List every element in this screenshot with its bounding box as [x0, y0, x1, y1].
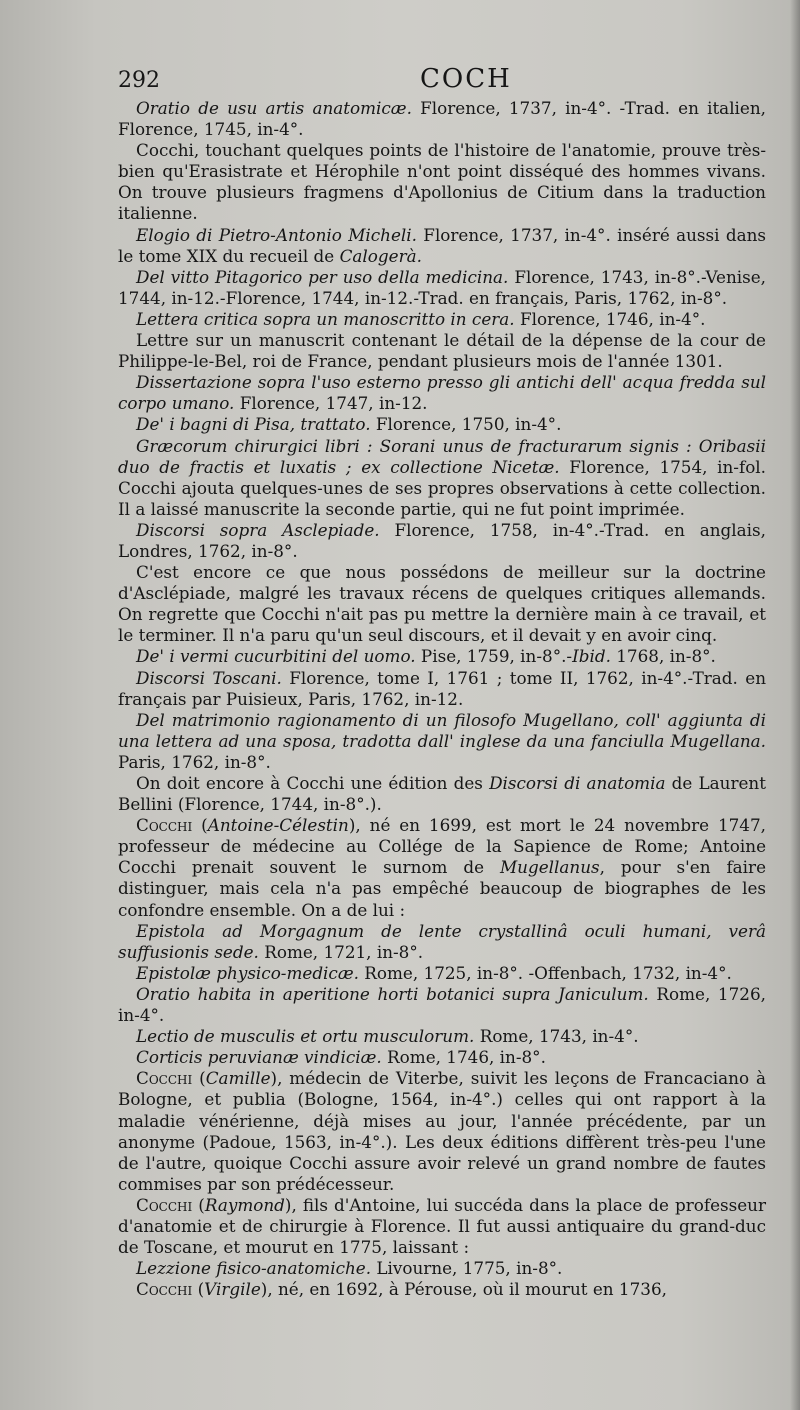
paragraph [118, 267, 766, 309]
text-run: de Laurent Bellini (Florence, 1744, in-8°.). [118, 773, 766, 815]
italic-text: Discorsi sopra Asclepiade. [136, 519, 380, 540]
italic-text: Epistolæ physico-medicæ. [136, 962, 359, 983]
italic-text: De' i bagni di Pisa, trattato. [136, 414, 371, 435]
italic-text: Dissertazione sopra l'uso esterno presso gli antichi dell' acqua fredda sul corpo umano. [118, 372, 766, 414]
running-head: COCH [420, 64, 512, 94]
text-run: Florence, tome I, 1761 ; tome II, 1762, in-4°.-Trad. en français par Puisieux, Paris, 1762, in-12. [118, 667, 767, 709]
paragraph [118, 921, 766, 963]
text-run: Livourne, 1775, in-8°. [371, 1258, 563, 1279]
page-header [118, 64, 772, 98]
text-run: Florence, 1737, in-4°. inséré aussi dans le tome XIX du recueil de [118, 224, 767, 266]
italic-text: Discorsi Toscani. [136, 667, 282, 688]
text-run: ( [192, 1068, 206, 1089]
italic-text: Oratio habita in aperitione horti botanici supra Janiculum. [136, 983, 649, 1004]
paragraph [118, 98, 766, 140]
text-run: ), médecin de Viterbe, suivit les leçons de Francaciano à Bologne, et publia (Bologne, 1564, in-4°.) celles qui ont rapport à la maladie vénérienne, déjà mises au jour, l'année précédente, par un anonyme (Padoue, 1563, in-4°.). Les deux éditions diffèrent très-peu l'une de l'autre, quoique Cocchi assure avoir relevé un grand nombre de fautes commises par son prédécesseur. [118, 1068, 766, 1194]
text-run: Lettre sur un manuscrit contenant le détail de la dépense de la cour de Philippe-le-Bel, roi de France, pendant plusieurs mois de l'année 1301. [118, 330, 766, 372]
italic-text: Calogerà. [339, 245, 422, 266]
paragraph [118, 140, 766, 224]
text-run: Florence, 1747, in-12. [234, 393, 428, 414]
paragraph [118, 1026, 766, 1047]
italic-text: Del vitto Pitagorico per uso della medicina. [136, 266, 509, 287]
paragraph [118, 668, 766, 710]
italic-text: Lezzione fisico-anatomiche. [136, 1258, 372, 1279]
paragraph [118, 330, 766, 372]
paragraph [118, 414, 766, 435]
paragraph [118, 984, 766, 1026]
small-caps-name: Cocchi [136, 1194, 193, 1215]
italic-text: Elogio di Pietro-Antonio Micheli. [136, 224, 417, 245]
italic-text: Lectio de musculis et ortu musculorum. [136, 1026, 475, 1047]
text-run: ), né, en 1692, à Pérouse, où il mourut en 1736, [260, 1279, 667, 1300]
italic-text: Ibid. [572, 646, 611, 667]
text-run: ( [192, 815, 208, 836]
text-run: , pour s'en faire distinguer, mais cela n'a pas empêché beaucoup de biographes de les confondre ensemble. On a de lui : [118, 857, 766, 920]
paragraph [118, 1258, 766, 1279]
italic-text: Raymond [204, 1194, 285, 1215]
text-run: ), né en 1699, est mort le 24 novembre 1747, professeur de médecine au Collége de la Sapience de Rome; Antoine Cocchi prenait souvent le surnom de [118, 815, 766, 878]
text-run: Florence, 1737, in-4°. -Trad. en italien, Florence, 1745, in-4°. [118, 98, 766, 140]
text-run: Cocchi, touchant quelques points de l'histoire de l'anatomie, prouve très-bien qu'Erasistrate et Hérophile n'ont point disséqué des hommes vivans. On trouve plusieurs fragmens d'Apollonius de Citium dans la traduction italienne. [118, 140, 766, 224]
paragraph [118, 815, 766, 920]
page-edge-shadow [790, 0, 800, 1410]
text-run: Paris, 1762, in-8°. [118, 751, 271, 772]
paragraph [118, 963, 766, 984]
page-number: 292 [118, 68, 160, 93]
italic-text: Lettera critica sopra un manoscritto in cera. [136, 308, 515, 329]
paragraph [118, 1195, 766, 1258]
text-run: Rome, 1725, in-8°. -Offenbach, 1732, in-4°. [358, 962, 732, 983]
paragraph [118, 436, 766, 520]
text-run: Rome, 1743, in-4°. [474, 1026, 639, 1047]
italic-text: Antoine-Célestin [207, 815, 349, 836]
paragraph [118, 309, 766, 330]
text-run: Florence, 1743, in-8°.-Venise, 1744, in-12.-Florence, 1744, in-12.-Trad. en français, Paris, 1762, in-8°. [118, 266, 767, 308]
small-caps-name: Cocchi [136, 1279, 193, 1300]
italic-text: Oratio de usu artis anatomicæ. [136, 98, 412, 118]
text-run: Rome, 1726, in-4°. [118, 983, 766, 1026]
italic-text: Discorsi di anatomia [489, 773, 666, 793]
paragraph [118, 562, 766, 646]
paragraph [118, 520, 766, 562]
paragraph [118, 372, 766, 414]
paragraph [118, 225, 766, 267]
paragraph [118, 1068, 766, 1195]
body-text [118, 98, 766, 1300]
small-caps-name: Cocchi [136, 815, 193, 836]
paragraph [118, 1047, 766, 1068]
italic-text: Virgile [204, 1279, 261, 1300]
text-run: Rome, 1721, in-8°. [258, 941, 424, 962]
paragraph [118, 773, 766, 815]
italic-text: Græcorum chirurgici libri : Sorani unus de fracturarum signis : Oribasii duo de fractis et luxatis ; ex collectione Nicetæ. [118, 435, 766, 477]
text-run: Florence, 1754, in-fol. Cocchi ajouta quelques-unes de ses propres observations à cette collection. Il a laissé manuscrite la seconde partie, qui ne fut point imprimée. [118, 456, 766, 519]
italic-text: Camille [205, 1068, 271, 1089]
italic-text: Del matrimonio ragionamento di un filosofo Mugellano, coll' aggiunta di una lettera ad una sposa, tradotta dall' inglese da una fanciulla Mugellana. [118, 709, 766, 751]
text-run: Rome, 1746, in-8°. [381, 1047, 546, 1068]
text-run: ), fils d'Antoine, lui succéda dans la place de professeur d'anatomie et de chirurgie à Florence. Il fut aussi antiquaire du grand-duc de Toscane, et mourut en 1775, laissant : [118, 1194, 766, 1258]
italic-text: Corticis peruvianæ vindiciæ. [136, 1047, 382, 1068]
text-run: ( [192, 1279, 205, 1300]
paragraph [118, 1279, 766, 1300]
paragraph [118, 710, 766, 773]
text-run: On doit encore à Cocchi une édition des [136, 773, 490, 793]
small-caps-name: Cocchi [136, 1068, 193, 1089]
text-run: Florence, 1758, in-4°.-Trad. en anglais, Londres, 1762, in-8°. [118, 519, 766, 561]
text-run: C'est encore ce que nous possédons de meilleur sur la doctrine d'Asclépiade, malgré les travaux récens de quelques critiques allemands. On regrette que Cocchi n'ait pas pu mettre la dernière main à ce travail, et le terminer. Il n'a paru qu'un seul discours, et il devait y en avoir cinq. [118, 562, 766, 646]
text-run: Florence, 1750, in-4°. [370, 414, 562, 435]
text-run: ( [192, 1194, 205, 1215]
italic-text: Mugellanus [499, 857, 600, 878]
italic-text: Epistola ad Morgagnum de lente crystallinâ oculi humani, verâ suffusionis sede. [118, 920, 766, 962]
paragraph [118, 646, 766, 667]
text-run: Florence, 1746, in-4°. [514, 308, 706, 329]
text-run: Pise, 1759, in-8°.- [415, 646, 573, 667]
text-run: 1768, in-8°. [610, 646, 716, 667]
italic-text: De' i vermi cucurbitini del uomo. [136, 646, 416, 667]
